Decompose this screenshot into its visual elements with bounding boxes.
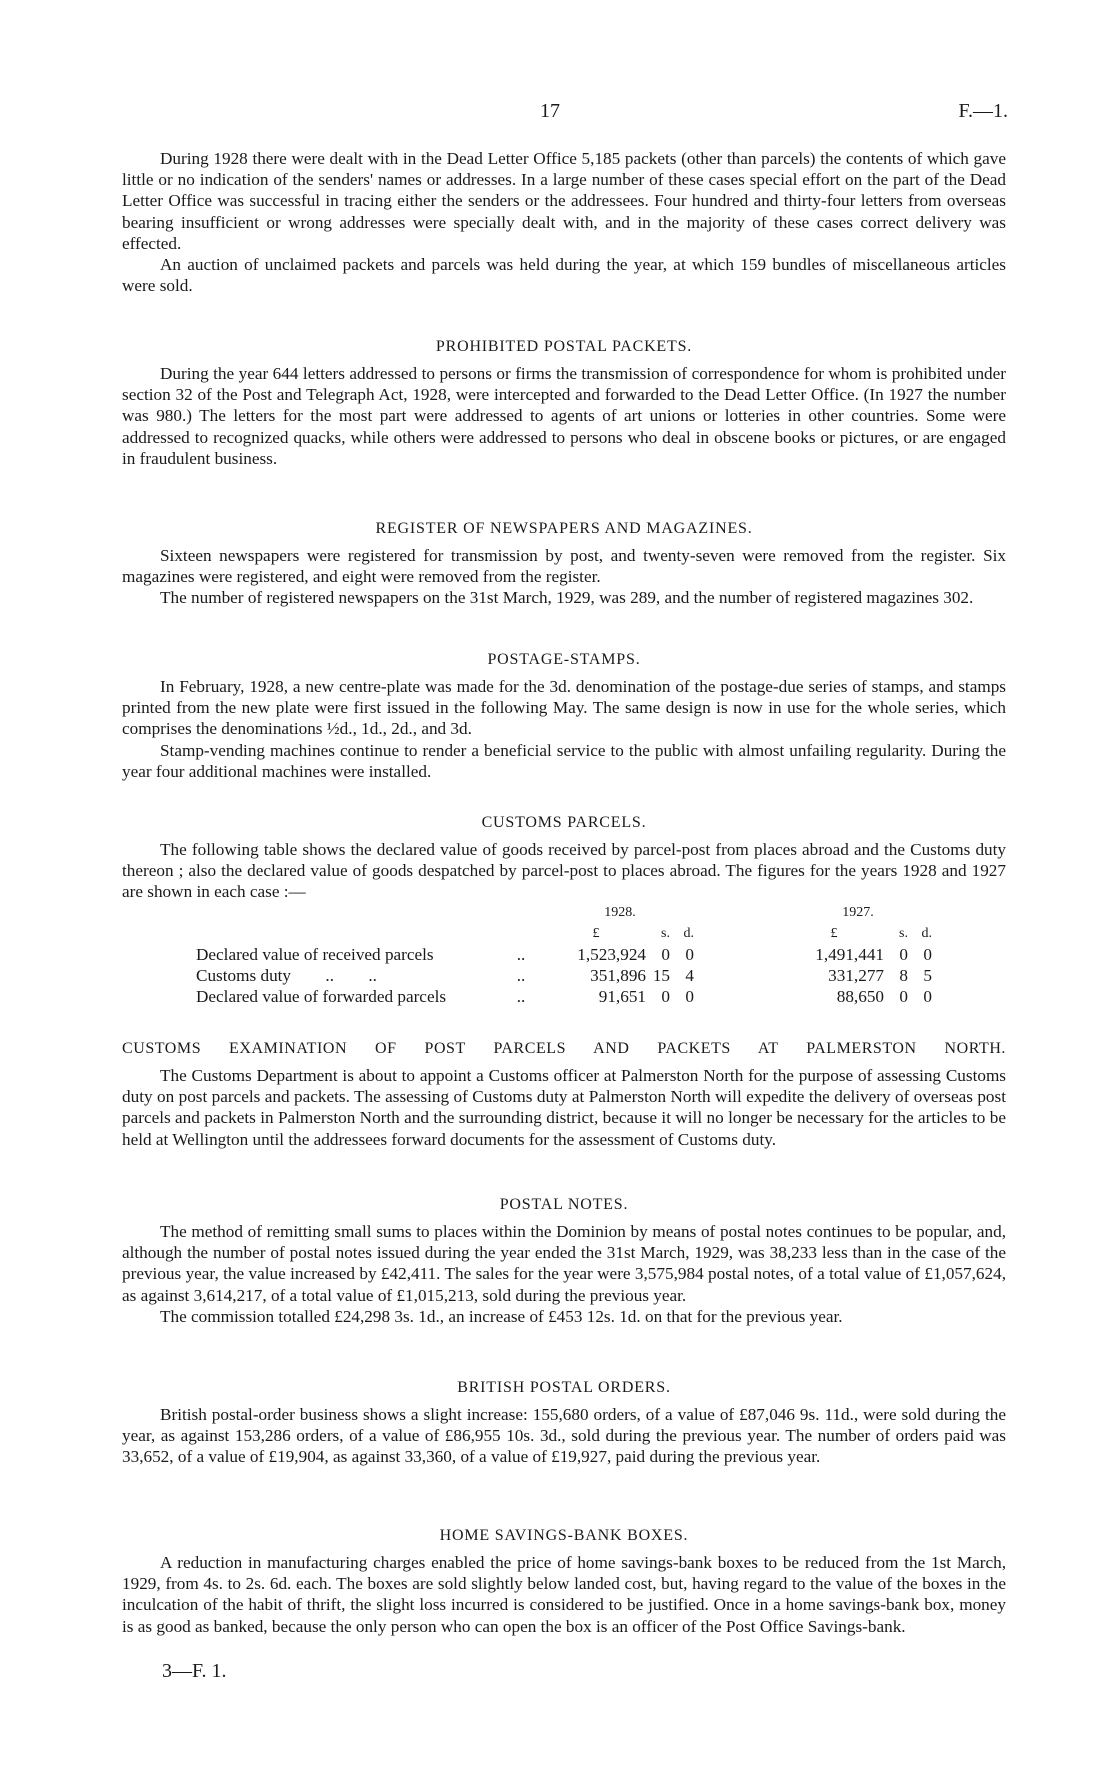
paragraph: During the year 644 letters addressed to persons or firms the transmission of correspondence for whom is prohibited under section 32 of the Post and Telegraph Act, 1928, were intercepted and forwarded to the Dead Letter Office. (In 1927 the number was 980.) The letters for the most part were addressed to agents of art unions or lotteries in other countries. Some were addressed to recognized quacks, while others were addressed to persons who deal in obscene books or pictures, or are engaged in fraudulent business. (122, 364, 1006, 468)
unit-pounds: £ (592, 926, 600, 941)
pence-1928: 4 (685, 966, 694, 985)
year-header-1928: 1928. (604, 905, 636, 920)
unit-shillings: s. (899, 926, 908, 941)
section-body (122, 545, 1006, 609)
section-body (122, 676, 1006, 782)
section-heading: CUSTOMS PARCELS. (481, 814, 647, 831)
paragraph: A reduction in manufacturing charges enabled the price of home savings-bank boxes to be reduced from the 1st March, 1929, from 4s. to 2s. 6d. each. The boxes are sold slightly below landed cost, but, having regard to the value of the boxes in the inculcation of the habit of thrift, the slight loss incurred is considered to be justified. Once in a home savings-bank box, money is as good as banked, because the only person who can open the box is an officer of the Post Office Savings-bank. (122, 1553, 1006, 1636)
row-label: Declared value of forwarded parcels (196, 987, 447, 1006)
unit-pence: d. (921, 926, 932, 941)
paragraph: An auction of unclaimed packets and parcels was held during the year, at which 159 bundles of miscellaneous articles were sold. (122, 255, 1006, 296)
section-body (122, 1552, 1006, 1637)
section-heading: CUSTOMS EXAMINATION OF POST PARCELS AND PACKETS AT PALMERSTON NORTH. (122, 1040, 1006, 1057)
shillings-1928: 0 (661, 987, 670, 1006)
section-heading: POSTAGE-STAMPS. (487, 651, 641, 668)
section-body (122, 1221, 1006, 1327)
paragraph: The number of registered newspapers on the 31st March, 1929, was 289, and the number of registered magazines 302. (160, 588, 974, 608)
pence-1927: 5 (923, 966, 932, 985)
shillings-1928: 0 (661, 945, 670, 964)
paragraph: In February, 1928, a new centre-plate was made for the 3d. denomination of the postage-due series of stamps, and stamps printed from the new plate were first issued in the following May. The same design is now in use for the whole series, which comprises the denominations ½d., 1d., 2d., and 3d. (122, 677, 1006, 739)
pounds-1928: 1,523,924 (577, 945, 646, 964)
paragraph: British postal-order business shows a slight increase: 155,680 orders, of a value of £87,046 9s. 11d., were sold during the year, as against 153,286 orders, of a value of £86,955 10s. 3d., sold during the previous year. The number of orders paid was 33,652, of a value of £19,904, as against 33,360, of a value of £19,927, paid during the previous year. (122, 1405, 1006, 1467)
pounds-1927: 1,491,441 (815, 945, 884, 964)
leader-dots: .. (516, 945, 526, 964)
unit-shillings: s. (661, 926, 670, 941)
section-body (122, 363, 1006, 469)
section-heading: BRITISH POSTAL ORDERS. (457, 1379, 671, 1396)
row-label: Declared value of received parcels (196, 945, 434, 964)
paragraph: Sixteen newspapers were registered for transmission by post, and twenty-seven were removed from the register. Six magazines were registered, and eight were removed from the register. (122, 546, 1006, 587)
section-heading: POSTAL NOTES. (499, 1196, 629, 1213)
pence-1927: 0 (923, 987, 932, 1006)
section-body (122, 1404, 1006, 1468)
document-reference: F.—1. (958, 100, 1008, 122)
leader-dots: .. (516, 966, 526, 985)
paragraph: During 1928 there were dealt with in the Dead Letter Office 5,185 packets (other than parcels) the contents of which gave little or no indication of the senders' names or addresses. In a large number of these cases special effort on the part of the Dead Letter Office was successful in tracing either the senders or the addressees. Four hundred and thirty-four letters from overseas bearing insufficient or wrong addresses were specially dealt with, and in the majority of these cases correct delivery was effected. (122, 149, 1006, 253)
signature-mark: 3—F. 1. (162, 1660, 227, 1682)
pounds-1928: 91,651 (598, 987, 646, 1006)
customs-parcels-table (196, 902, 932, 1007)
section-body (122, 1065, 1006, 1150)
leader-dots: .. (516, 987, 526, 1006)
unit-pounds: £ (830, 926, 838, 941)
pounds-1927: 331,277 (828, 966, 884, 985)
paragraph: The method of remitting small sums to places within the Dominion by means of postal notes continues to be popular, and, although the number of postal notes issued during the year ended the 31st March, 1929, was 38,233 less than in the case of the previous year, the value increased by £42,411. The sales for the year were 3,575,984 postal notes, of a total value of £1,057,624, as against 3,614,217, of a total value of £1,015,213, sold during the previous year. (122, 1222, 1006, 1305)
section-heading: PROHIBITED POSTAL PACKETS. (435, 338, 693, 355)
unit-pence: d. (683, 926, 694, 941)
pence-1927: 0 (923, 945, 932, 964)
section-heading: HOME SAVINGS-BANK BOXES. (439, 1527, 689, 1544)
table-row (196, 986, 932, 1007)
paragraph: The following table shows the declared value of goods received by parcel-post from places abroad and the Customs duty thereon ; also the declared value of goods despatched by parcel-post to places abroad. The figures for the years 1928 and 1927 are shown in each case :— (122, 840, 1006, 902)
paragraph: Stamp-vending machines continue to render a beneficial service to the public with almost unfailing regularity. During the year four additional machines were installed. (122, 740, 1006, 781)
intro-section (122, 148, 1006, 296)
row-label: Customs duty .. .. (196, 966, 377, 985)
pence-1928: 0 (685, 945, 694, 964)
paragraph: The commission totalled £24,298 3s. 1d., an increase of £453 12s. 1d. on that for the previous year. (160, 1306, 843, 1326)
section-body (122, 839, 1006, 903)
shillings-1927: 0 (899, 945, 908, 964)
page-number: 17 (540, 100, 560, 122)
table-row (196, 944, 932, 965)
year-header-1927: 1927. (842, 905, 874, 920)
shillings-1928: 15 (652, 966, 670, 985)
paragraph: The Customs Department is about to appoint a Customs officer at Palmerston North for the purpose of assessing Customs duty on post parcels and packets. The assessing of Customs duty at Palmerston North will expedite the delivery of overseas post parcels and packets in Palmerston North and the surrounding district, because it will no longer be necessary for the articles to be held at Wellington until the addressees forward documents for the assessment of Customs duty. (122, 1066, 1006, 1149)
pence-1928: 0 (685, 987, 694, 1006)
table-row (196, 965, 932, 986)
pounds-1927: 88,650 (836, 987, 884, 1006)
pounds-1928: 351,896 (590, 966, 646, 985)
shillings-1927: 0 (899, 987, 908, 1006)
shillings-1927: 8 (899, 966, 908, 985)
section-heading: REGISTER OF NEWSPAPERS AND MAGAZINES. (375, 520, 753, 537)
